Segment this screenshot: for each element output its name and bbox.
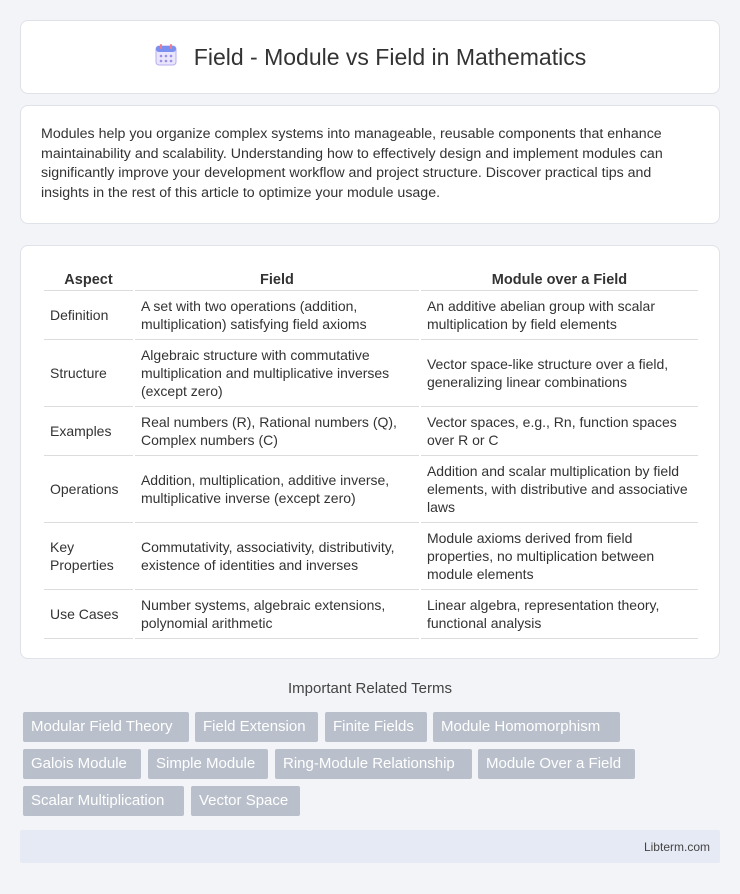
related-term-tag[interactable]: Galois Module [23, 749, 141, 779]
related-term-tag[interactable]: Finite Fields [325, 712, 427, 742]
intro-card [20, 105, 720, 224]
related-terms-title: Important Related Terms [288, 680, 452, 697]
comparison-table-card [20, 245, 720, 659]
related-term-tag[interactable]: Scalar Multiplication [23, 786, 184, 816]
table-cell-module: Module axioms derived from field properties, no multiplication between module elements [421, 523, 698, 590]
table-cell-module: Vector spaces, e.g., Rn, function spaces over R or C [421, 407, 698, 456]
footer-site-link[interactable]: Libterm.com [643, 839, 710, 854]
intro-text: Modules help you organize complex systems into manageable, reusable components that enhance maintainability and scalability. Understanding how to effectively design and implement modules can significantly improve your development workflow and project structure. Discover practical tips and insights in the rest of this article to optimize your module usage. [41, 126, 663, 201]
table-cell-aspect: Use Cases [44, 590, 133, 639]
table-cell-field: A set with two operations (addition, multiplication) satisfying field axioms [135, 291, 419, 340]
table-row [44, 456, 698, 523]
table-cell-module: Vector space-like structure over a field, generalizing linear combinations [421, 340, 698, 407]
comparison-table [42, 266, 700, 639]
table-cell-field: Commutativity, associativity, distributivity, existence of identities and inverses [135, 523, 419, 590]
related-term-tag[interactable]: Simple Module [148, 749, 268, 779]
column-header-module: Module over a Field [421, 266, 698, 291]
related-term-tag[interactable]: Module Homomorphism [433, 712, 620, 742]
table-cell-module: An additive abelian group with scalar multiplication by field elements [421, 291, 698, 340]
table-row [44, 291, 698, 340]
footer [20, 830, 720, 863]
related-term-tag[interactable]: Modular Field Theory [23, 712, 189, 742]
table-row [44, 590, 698, 639]
table-row [44, 523, 698, 590]
related-term-tag[interactable]: Module Over a Field [478, 749, 635, 779]
related-term-tag[interactable]: Field Extension [195, 712, 318, 742]
column-header-aspect: Aspect [44, 266, 133, 291]
table-cell-aspect: Structure [44, 340, 133, 407]
page-title: Field - Module vs Field in Mathematics [193, 43, 587, 70]
table-cell-field: Real numbers (R), Rational numbers (Q), Complex numbers (C) [135, 407, 419, 456]
table-header-row [44, 266, 698, 291]
column-header-field: Field [135, 266, 419, 291]
table-cell-aspect: Key Properties [44, 523, 133, 590]
table-cell-field: Algebraic structure with commutative multiplication and multiplicative inverses (except zero) [135, 340, 419, 407]
table-cell-aspect: Examples [44, 407, 133, 456]
table-cell-aspect: Definition [44, 291, 133, 340]
table-cell-field: Number systems, algebraic extensions, polynomial arithmetic [135, 590, 419, 639]
calendar-icon [154, 43, 178, 72]
table-row [44, 407, 698, 456]
table-cell-aspect: Operations [44, 456, 133, 523]
table-cell-module: Linear algebra, representation theory, functional analysis [421, 590, 698, 639]
table-cell-field: Addition, multiplication, additive inverse, multiplicative inverse (except zero) [135, 456, 419, 523]
table-cell-module: Addition and scalar multiplication by field elements, with distributive and associative laws [421, 456, 698, 523]
table-row [44, 340, 698, 407]
related-term-tag[interactable]: Ring-Module Relationship [275, 749, 472, 779]
related-term-tag[interactable]: Vector Space [191, 786, 300, 816]
header-card [20, 20, 720, 94]
